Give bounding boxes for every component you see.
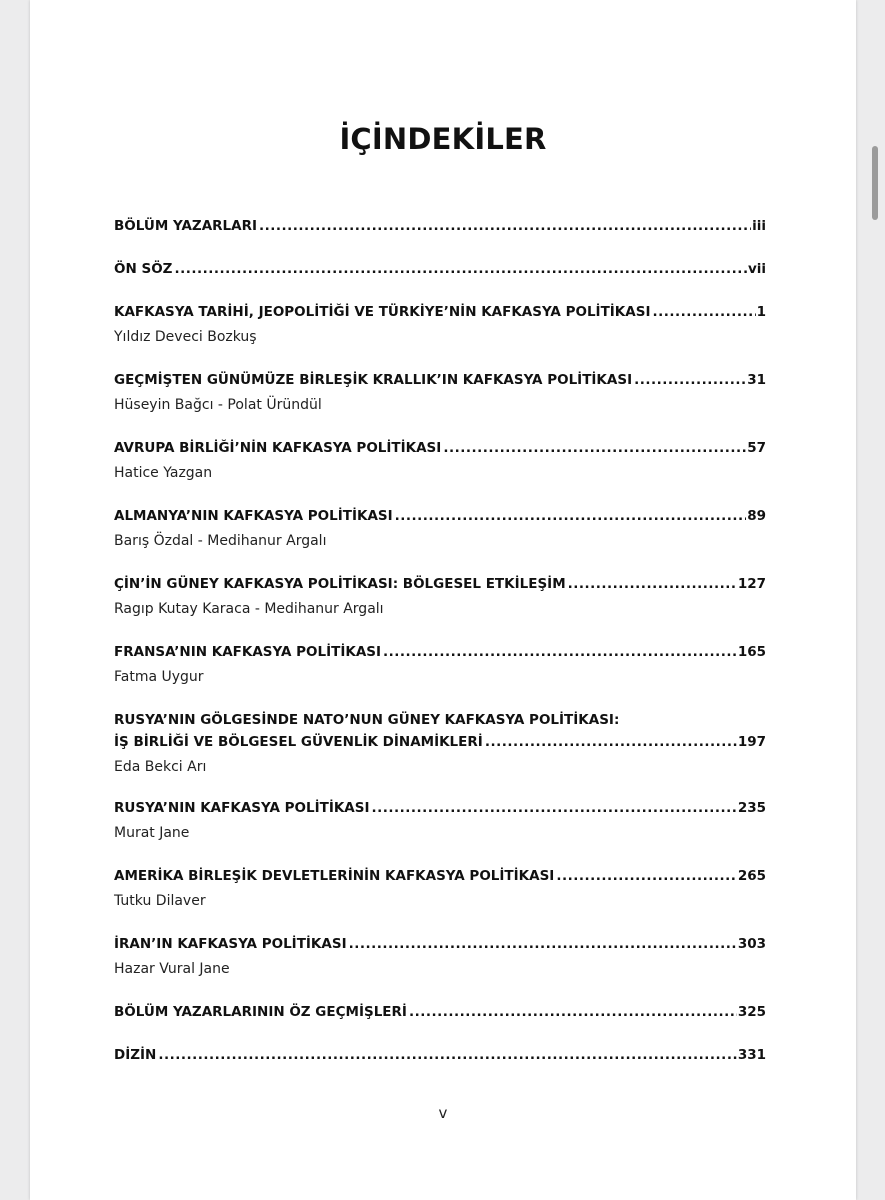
toc-entry-page: vii (747, 261, 766, 277)
toc-entry-title: DİZİN (114, 1047, 157, 1063)
toc-leader-dots (393, 506, 747, 526)
toc-entry-author: Murat Jane (114, 825, 190, 841)
toc-entry-title: ÇİN’İN GÜNEY KAFKASYA POLİTİKASI: BÖLGESEL ETKİLEŞİM (114, 576, 566, 592)
toc-entry-title: GEÇMİŞTEN GÜNÜMÜZE BİRLEŞİK KRALLIK’IN KAFKASYA POLİTİKASI (114, 372, 633, 388)
toc-entry-author: Fatma Uygur (114, 669, 204, 685)
document-page (30, 0, 856, 1200)
toc-entry-page: 235 (737, 800, 766, 816)
toc-leader-dots (632, 370, 746, 390)
toc-entry[interactable] (114, 798, 766, 843)
toc-entry[interactable] (114, 710, 766, 777)
toc-entry-page: 265 (737, 868, 766, 884)
toc-entry[interactable] (114, 1045, 766, 1065)
toc-entry[interactable] (114, 370, 766, 415)
toc-leader-dots (347, 934, 737, 954)
toc-leader-dots (566, 574, 737, 594)
toc-leader-dots (441, 438, 746, 458)
toc-entry[interactable] (114, 1002, 766, 1022)
toc-entry-page: 303 (737, 936, 766, 952)
toc-leader-dots (257, 216, 751, 236)
toc-entry[interactable] (114, 866, 766, 911)
page-title: İÇİNDEKİLER (339, 122, 547, 156)
toc-entry-author: Hüseyin Bağcı - Polat Üründül (114, 397, 322, 413)
toc-entry-title: ÖN SÖZ (114, 261, 173, 277)
toc-leader-dots (381, 642, 737, 662)
toc-entry-title: İRAN’IN KAFKASYA POLİTİKASI (114, 936, 347, 952)
toc-entry-page: 31 (747, 372, 766, 388)
toc-entry[interactable] (114, 216, 766, 236)
toc-entry-page: 165 (737, 644, 766, 660)
toc-entry[interactable] (114, 259, 766, 279)
toc-entry[interactable] (114, 438, 766, 483)
toc-leader-dots (650, 302, 755, 322)
toc-entry-title: BÖLÜM YAZARLARI (114, 218, 258, 234)
toc-entry-author: Yıldız Deveci Bozkuş (114, 329, 257, 345)
toc-entry-page: 325 (737, 1004, 766, 1020)
toc-leader-dots (483, 732, 737, 752)
toc-entry[interactable] (114, 302, 766, 347)
toc-entry[interactable] (114, 506, 766, 551)
toc-entry[interactable] (114, 642, 766, 687)
page-number: v (438, 1104, 448, 1122)
toc-entry-page: 89 (747, 508, 766, 524)
toc-entry-page: 331 (737, 1047, 766, 1063)
toc-entry-title: AMERİKA BİRLEŞİK DEVLETLERİNİN KAFKASYA POLİTİKASI (114, 868, 555, 884)
toc-entry-author: Hazar Vural Jane (114, 961, 230, 977)
toc-entry-title: KAFKASYA TARİHİ, JEOPOLİTİĞİ VE TÜRKİYE’NİN KAFKASYA POLİTİKASI (114, 304, 651, 320)
toc-leader-dots (172, 259, 746, 279)
toc-entry-author: Barış Özdal - Medihanur Argalı (114, 533, 327, 549)
toc-entry[interactable] (114, 574, 766, 619)
toc-leader-dots (370, 798, 737, 818)
toc-entry-title: ALMANYA’NIN KAFKASYA POLİTİKASI (114, 508, 393, 524)
toc-entry[interactable] (114, 934, 766, 979)
toc-entry-page: 197 (737, 734, 766, 750)
toc-entry-title: AVRUPA BİRLİĞİ’NİN KAFKASYA POLİTİKASI (114, 440, 442, 456)
vertical-scrollbar[interactable] (872, 146, 878, 220)
toc-entry-author: Hatice Yazgan (114, 465, 213, 481)
toc-entry-page: 57 (747, 440, 766, 456)
toc-leader-dots (156, 1045, 736, 1065)
toc-entry-author: Eda Bekci Arı (114, 759, 207, 775)
toc-entry-title: BÖLÜM YAZARLARININ ÖZ GEÇMİŞLERİ (114, 1004, 407, 1020)
toc-entry-title: İŞ BİRLİĞİ VE BÖLGESEL GÜVENLİK DİNAMİKLERİ (114, 734, 483, 750)
toc-entry-page: iii (752, 218, 766, 234)
toc-entry-title: RUSYA’NIN KAFKASYA POLİTİKASI (114, 800, 370, 816)
toc-entry-page: 127 (737, 576, 766, 592)
toc-entry-title: FRANSA’NIN KAFKASYA POLİTİKASI (114, 644, 382, 660)
toc-entry-author: Tutku Dilaver (114, 893, 206, 909)
toc-entry-page: 1 (756, 304, 766, 320)
toc-entry-title-line1: RUSYA’NIN GÖLGESİNDE NATO’NUN GÜNEY KAFKASYA POLİTİKASI: (114, 712, 620, 728)
toc-leader-dots (554, 866, 736, 886)
toc-leader-dots (407, 1002, 737, 1022)
toc-entry-author: Ragıp Kutay Karaca - Medihanur Argalı (114, 601, 384, 617)
